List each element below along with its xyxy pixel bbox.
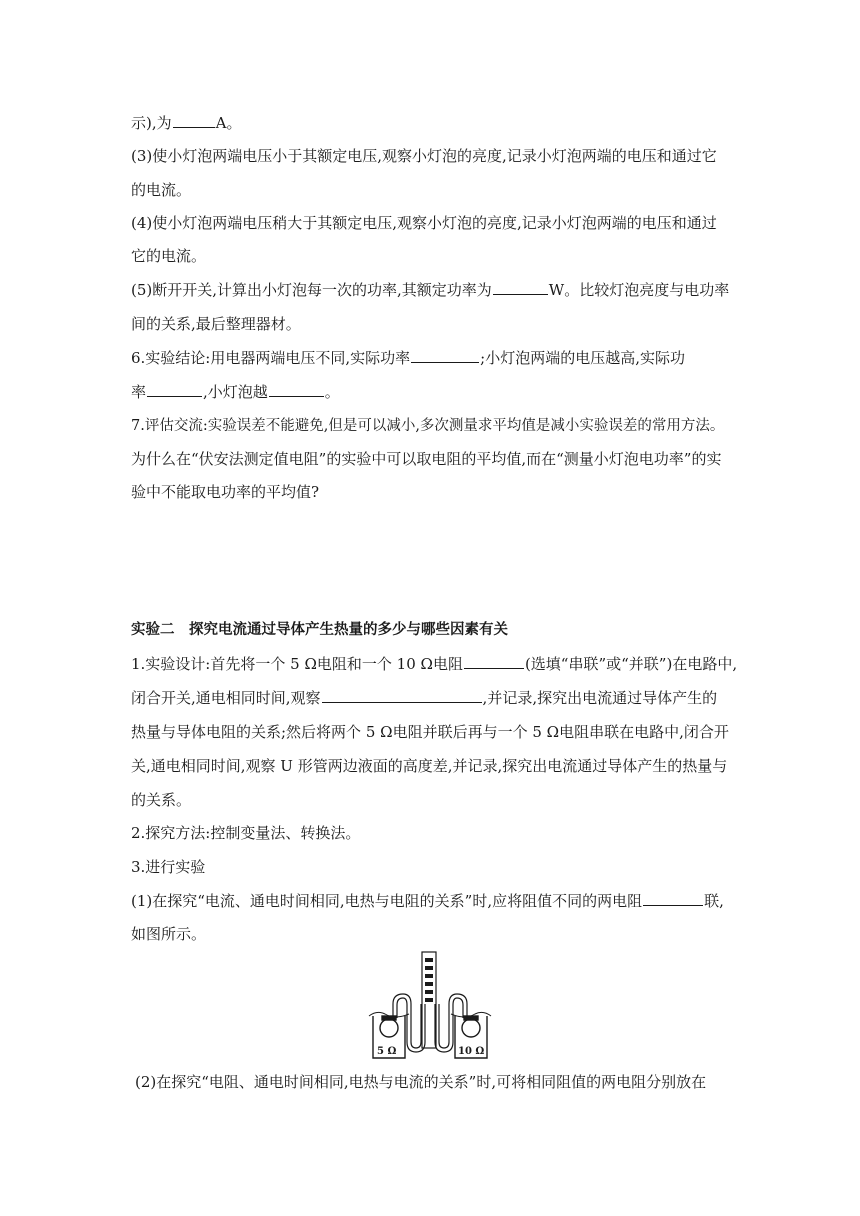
text-run: 6.实验结论:用电器两端电压不同,实际功率 xyxy=(131,349,411,367)
text-line: 热量与导体电阻的关系;然后将两个 5 Ω电阻并联后再与一个 5 Ω电阻串联在电路中,闭合开 xyxy=(131,723,729,741)
text-line: 2.探究方法:控制变量法、转换法。 xyxy=(131,824,361,842)
text-line xyxy=(131,348,685,368)
text-line: 验中不能取电功率的平均值? xyxy=(131,483,320,501)
text-line: 7.评估交流:实验误差不能避免,但是可以减小,多次测量求平均值是减小实验误差的常用方法。 xyxy=(131,418,725,434)
text-run: 闭合开关,通电相同时间,观察 xyxy=(131,689,321,707)
text-line: 的电流。 xyxy=(131,181,192,199)
u-tube-right xyxy=(435,994,467,1052)
text-line: (3)使小灯泡两端电压小于其额定电压,观察小灯泡的亮度,记录小灯泡两端的电压和通过它 xyxy=(131,147,717,165)
text-run: W。比较灯泡亮度与电功率 xyxy=(548,281,730,299)
text-run: 率 xyxy=(131,383,147,401)
text-run: 联, xyxy=(704,892,724,910)
text-line: (4)使小灯泡两端电压稍大于其额定电压,观察小灯泡的亮度,记录小灯泡两端的电压和通过 xyxy=(131,214,717,232)
text-line xyxy=(131,113,241,133)
answer-blank[interactable] xyxy=(643,891,703,906)
text-run: 。 xyxy=(324,383,340,401)
text-line: 它的电流。 xyxy=(131,247,207,265)
text-run: ,并记录,探究出电流通过导体产生的 xyxy=(482,689,718,707)
text-line xyxy=(131,891,724,911)
text-run: 的关系。 xyxy=(131,791,192,809)
answer-blank[interactable] xyxy=(464,654,524,669)
text-line xyxy=(131,654,737,674)
text-line xyxy=(131,382,340,402)
text-line xyxy=(131,280,729,300)
text-run: 1.实验设计:首先将一个 5 Ω电阻和一个 10 Ω电阻 xyxy=(131,655,463,673)
label-10-ohm: 10 Ω xyxy=(458,1046,485,1057)
text-line xyxy=(131,688,717,708)
text-run: (1)在探究“电流、通电时间相同,电热与电阻的关系”时,应将阻值不同的两电阻 xyxy=(131,892,643,910)
text-run: A。 xyxy=(215,114,242,132)
answer-blank[interactable] xyxy=(322,688,482,703)
text-line: 3.进行实验 xyxy=(131,858,206,876)
label-5-ohm: 5 Ω xyxy=(377,1046,397,1057)
answer-blank[interactable] xyxy=(411,348,479,363)
text-run: (选填“串联”或“并联”)在电路中, xyxy=(524,655,738,673)
text-run: 示),为 xyxy=(131,114,172,132)
text-line xyxy=(131,790,191,810)
section-heading: 实验二 探究电流通过导体产生热量的多少与哪些因素有关 xyxy=(131,622,508,638)
text-line: 如图所示。 xyxy=(131,925,207,943)
scale-column xyxy=(422,952,436,1048)
answer-blank[interactable] xyxy=(269,382,324,397)
text-line: (2)在探究“电阻、通电时间相同,电热与电流的关系”时,可将相同阻值的两电阻分别放在 xyxy=(135,1073,707,1091)
text-line: 关,通电相同时间,观察 U 形管两边液面的高度差,并记录,探究出电流通过导体产生的热量与 xyxy=(131,757,728,775)
text-run: ;小灯泡两端的电压越高,实际功 xyxy=(480,349,685,367)
answer-blank[interactable] xyxy=(173,113,215,128)
u-tube-left xyxy=(393,994,425,1052)
answer-blank[interactable] xyxy=(147,382,202,397)
answer-blank[interactable] xyxy=(493,280,548,295)
text-run: ,小灯泡越 xyxy=(203,383,268,401)
text-line: 间的关系,最后整理器材。 xyxy=(131,315,301,333)
u-tube-apparatus-figure xyxy=(365,950,495,1062)
text-run: (5)断开开关,计算出小灯泡每一次的功率,其额定功率为 xyxy=(131,281,492,299)
text-line: 为什么在“伏安法测定值电阻”的实验中可以取电阻的平均值,而在“测量小灯泡电功率”的实 xyxy=(131,450,722,468)
